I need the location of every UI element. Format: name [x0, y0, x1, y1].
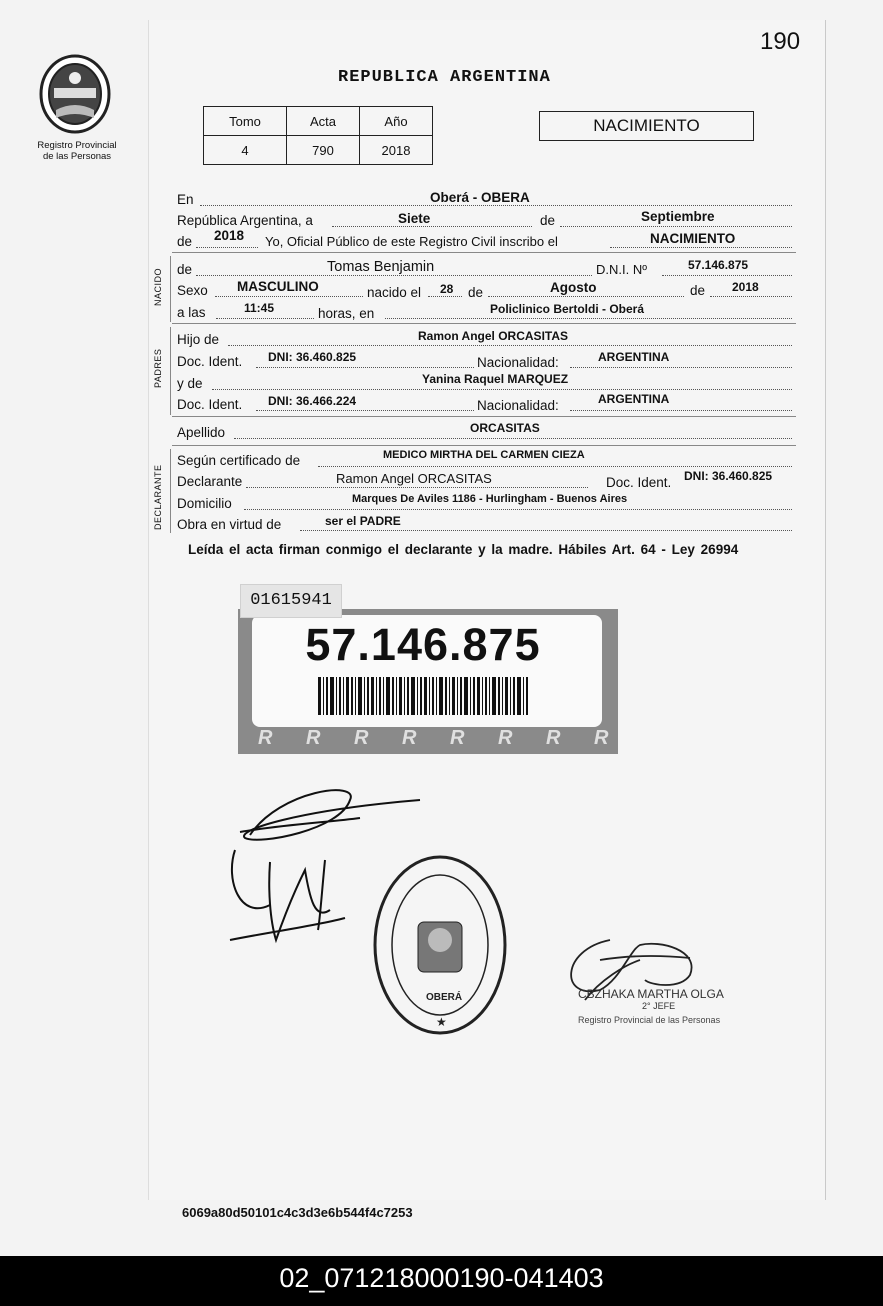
label-domicilio: Domicilio [177, 496, 232, 511]
pattern-r-glyph: R [258, 727, 273, 749]
value-lugar-nac: Policlinico Bertoldi - Oberá [490, 302, 645, 316]
label-de-anio-nac: de [690, 283, 706, 298]
side-label-nacido: NACIDO [153, 267, 163, 306]
page-number: 190 [760, 28, 801, 55]
label-sexo: Sexo [177, 283, 208, 298]
value-mes-letras: Septiembre [641, 209, 715, 224]
label-nacionalidad-padre: Nacionalidad: [477, 355, 559, 370]
label-apellido: Apellido [177, 425, 226, 440]
label-a-las: a las [177, 305, 206, 320]
value-apellido: ORCASITAS [470, 421, 540, 435]
label-de-anio: de [177, 234, 193, 249]
value-madre-doc: DNI: 36.466.224 [268, 394, 357, 408]
value-anio-nac: 2018 [732, 280, 759, 294]
pattern-r-glyph: R [402, 727, 417, 749]
pattern-r-glyph: R [450, 727, 465, 749]
acta-value: 790 [287, 136, 360, 165]
value-padre: Ramon Angel ORCASITAS [418, 329, 569, 343]
value-lugar: Oberá - OBERA [430, 190, 530, 205]
side-label-declarante: DECLARANTE [153, 464, 163, 530]
serial-number: 01615941 [240, 584, 342, 618]
closing-statement: Leída el acta firman conmigo el declarante y la madre. Hábiles Art. 64 - Ley 26994 [188, 542, 739, 557]
value-dia-nac: 28 [440, 282, 454, 296]
document-hash: 6069a80d50101c4c3d3e6b544f4c7253 [182, 1205, 413, 1220]
value-hora: 11:45 [244, 301, 275, 315]
anio-header: Año [360, 107, 433, 136]
label-de: de [540, 213, 556, 228]
label-segun: Según certificado de [177, 453, 301, 468]
anio-value: 2018 [360, 136, 433, 165]
act-type-box: NACIMIENTO [539, 111, 754, 141]
label-yo: Yo, Oficial Público de este Registro Civil inscribo el [265, 234, 558, 249]
tomo-value: 4 [204, 136, 287, 165]
pattern-r-glyph: R [546, 727, 561, 749]
side-label-padres: PADRES [153, 348, 163, 388]
svg-text:★: ★ [436, 1015, 447, 1029]
value-padre-nac: ARGENTINA [598, 350, 670, 364]
label-dni-no: D.N.I. Nº [596, 262, 647, 277]
pattern-r-glyph: R [306, 727, 321, 749]
value-madre-nac: ARGENTINA [598, 392, 670, 406]
label-y-de: y de [177, 376, 203, 391]
declarant-signature-icon [230, 790, 420, 940]
pattern-r-glyph: R [354, 727, 369, 749]
pattern-r-glyph: R [594, 727, 609, 749]
label-republica: República Argentina, a [177, 213, 313, 228]
value-mes-nac: Agosto [550, 280, 597, 295]
label-nacido-de: de [177, 262, 193, 277]
registro-line-2: de las Personas [42, 151, 112, 162]
value-padre-doc: DNI: 36.460.825 [268, 350, 357, 364]
label-obra: Obra en virtud de [177, 517, 282, 532]
value-certificado: MEDICO MIRTHA DEL CARMEN CIEZA [383, 449, 585, 461]
value-nombre: Tomas Benjamin [327, 259, 435, 275]
value-anio: 2018 [214, 228, 245, 243]
official-title: 2° JEFE [642, 1001, 676, 1011]
footer-code: 02_071218000190-041403 [0, 1256, 883, 1306]
document-title: REPUBLICA ARGENTINA [338, 68, 551, 87]
label-hijo-de: Hijo de [177, 332, 220, 347]
label-doc-ident-declarante: Doc. Ident. [606, 475, 672, 490]
value-obra: ser el PADRE [325, 514, 401, 528]
official-name: CBZHAKA MARTHA OLGA [578, 987, 724, 1001]
value-declarante-doc: DNI: 36.460.825 [684, 469, 773, 483]
value-domicilio: Marques De Aviles 1186 - Hurlingham - Buenos Aires [352, 493, 628, 505]
label-de-mes: de [468, 285, 484, 300]
acta-header: Acta [287, 107, 360, 136]
registro-line-1: Registro Provincial [37, 140, 117, 151]
label-declarante: Declarante [177, 474, 243, 489]
value-dia-letras: Siete [398, 211, 431, 226]
round-seal-icon [375, 857, 505, 1033]
label-doc-ident-padre: Doc. Ident. [177, 354, 243, 369]
value-sexo: MASCULINO [237, 279, 319, 294]
label-nacionalidad-madre: Nacionalidad: [477, 398, 559, 413]
pattern-r-glyph: R [498, 727, 513, 749]
label-en: En [177, 192, 194, 207]
label-nacido-el: nacido el [367, 285, 422, 300]
value-madre: Yanina Raquel MARQUEZ [422, 372, 569, 386]
svg-text:OBERÁ: OBERÁ [426, 992, 463, 1003]
value-dni: 57.146.875 [688, 258, 749, 272]
stamp-dni-number: 57.146.875 [305, 619, 541, 670]
label-doc-ident-madre: Doc. Ident. [177, 397, 243, 412]
label-horas-en: horas, en [318, 306, 375, 321]
value-acto: NACIMIENTO [650, 231, 736, 246]
tomo-header: Tomo [204, 107, 287, 136]
value-declarante: Ramon Angel ORCASITAS [336, 471, 492, 486]
official-org: Registro Provincial de las Personas [578, 1015, 721, 1025]
